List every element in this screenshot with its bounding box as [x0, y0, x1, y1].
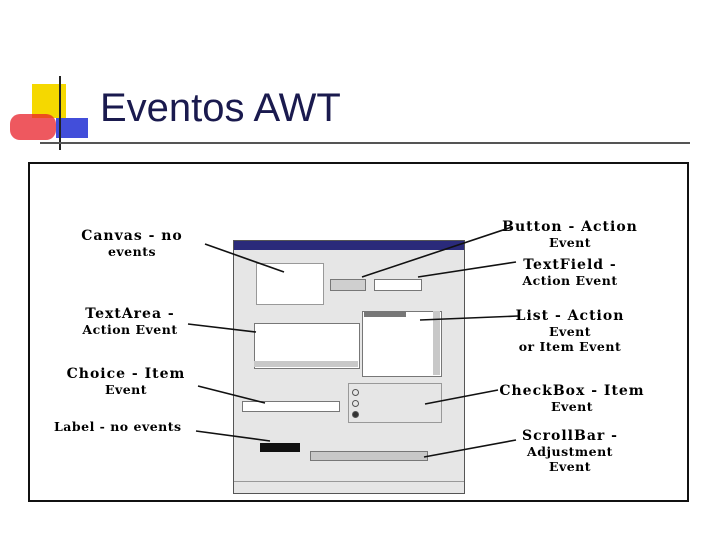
scrollbar-label-line1: ScrollBar -: [522, 428, 618, 444]
list-label-line2: Event: [548, 324, 592, 339]
textfield-label-line1: TextField -: [523, 257, 617, 273]
choice-pointer: [198, 386, 265, 403]
checkbox-pointer: [425, 390, 498, 404]
canvas-label-line1: Canvas - no: [81, 228, 183, 244]
canvas-pointer: [205, 244, 284, 272]
checkbox-label-line2: Event: [550, 399, 594, 414]
choice-label-line2: Event: [104, 382, 148, 397]
list-label-line1: List - Action: [515, 308, 625, 324]
button-pointer: [362, 227, 512, 277]
label-pointer: [196, 431, 270, 441]
canvas-label-line2: events: [107, 244, 157, 259]
textarea-pointer: [188, 324, 256, 332]
list-label-line3: or Item Event: [518, 339, 622, 354]
button-label-line1: Button - Action: [502, 219, 638, 235]
button-label-line2: Event: [548, 235, 592, 250]
textfield-pointer: [418, 262, 516, 277]
list-pointer: [420, 316, 518, 320]
textarea-label-line1: TextArea -: [85, 306, 175, 322]
textfield-label-line2: Action Event: [522, 273, 618, 288]
scrollbar-pointer: [424, 440, 516, 457]
choice-label-line1: Choice - Item: [66, 366, 186, 382]
textarea-label-line2: Action Event: [82, 322, 178, 337]
checkbox-label-line1: CheckBox - Item: [499, 383, 645, 399]
scrollbar-label-line3: Event: [548, 459, 592, 474]
label-label-line1: Label - no events: [54, 419, 182, 434]
scrollbar-label-line2: Adjustment: [527, 444, 613, 459]
slide-title: Eventos AWT: [100, 86, 341, 130]
